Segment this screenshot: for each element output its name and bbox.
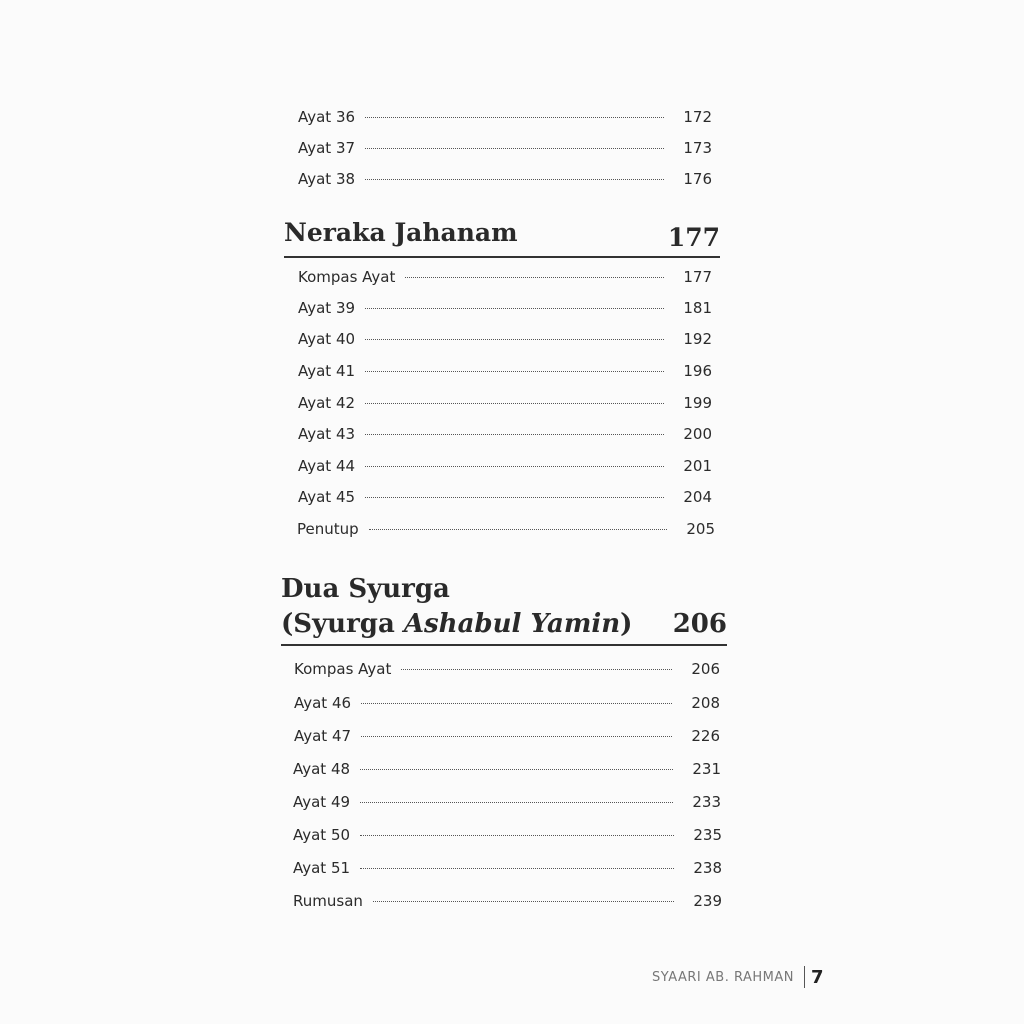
- entry-label: Ayat 47: [294, 727, 352, 745]
- entry-page: 192: [683, 330, 712, 348]
- chapter-rule: [281, 644, 727, 646]
- toc-entry: [294, 694, 720, 712]
- entry-page: 177: [683, 268, 712, 286]
- toc-entry: [298, 488, 712, 506]
- entry-page: 235: [693, 826, 722, 844]
- toc-entry: [298, 108, 712, 126]
- entry-label: Rumusan: [293, 892, 363, 910]
- dot-leader: [361, 703, 672, 704]
- entry-label: Ayat 36: [298, 108, 356, 126]
- dot-leader: [365, 308, 664, 309]
- entry-page: 206: [691, 660, 720, 678]
- chapter-title-line1: Dua Syurga: [281, 574, 450, 604]
- entry-label: Ayat 38: [298, 170, 356, 188]
- entry-page: 173: [683, 139, 712, 157]
- entry-page: 208: [691, 694, 720, 712]
- chapter-title-open: (Syurga: [281, 609, 404, 639]
- entry-label: Ayat 40: [298, 330, 356, 348]
- entry-page: 199: [683, 394, 712, 412]
- chapter-title: Neraka Jahanam: [284, 218, 518, 247]
- entry-page: 205: [686, 520, 715, 538]
- entry-page: 181: [683, 299, 712, 317]
- dot-leader: [361, 736, 672, 737]
- dot-leader: [401, 669, 672, 670]
- entry-page: 226: [691, 727, 720, 745]
- toc-entry: [293, 826, 722, 844]
- dot-leader: [405, 277, 664, 278]
- toc-entry: [293, 793, 721, 811]
- dot-leader: [373, 901, 674, 902]
- chapter-title-italic: Ashabul Yamin: [403, 609, 621, 639]
- entry-page: 238: [693, 859, 722, 877]
- chapter-heading: [284, 218, 720, 252]
- entry-page: 176: [683, 170, 712, 188]
- entry-page: 204: [683, 488, 712, 506]
- dot-leader: [365, 117, 664, 118]
- dot-leader: [360, 835, 674, 836]
- dot-leader: [365, 466, 664, 467]
- dot-leader: [365, 371, 664, 372]
- footer-page-number: 7: [810, 966, 824, 988]
- toc-entry: [294, 727, 720, 745]
- toc-entry: [298, 139, 712, 157]
- dot-leader: [365, 339, 664, 340]
- entry-page: 231: [692, 760, 721, 778]
- dot-leader: [365, 403, 664, 404]
- toc-entry: [298, 330, 712, 348]
- toc-entry: [297, 520, 715, 538]
- entry-label: Ayat 39: [298, 299, 356, 317]
- entry-label: Ayat 43: [298, 425, 356, 443]
- entry-page: 201: [683, 457, 712, 475]
- entry-page: 200: [683, 425, 712, 443]
- toc-entry: [293, 760, 721, 778]
- entry-label: Ayat 51: [293, 859, 351, 877]
- footer-author: SYAARI AB. RAHMAN: [652, 969, 794, 985]
- chapter-title-close: ): [620, 609, 633, 639]
- chapter-page: 177: [667, 223, 720, 252]
- toc-entry: [298, 299, 712, 317]
- entry-label: Ayat 41: [298, 362, 356, 380]
- dot-leader: [365, 148, 664, 149]
- chapter-title-line2: [281, 607, 727, 642]
- dot-leader: [369, 529, 667, 530]
- entry-label: Ayat 46: [294, 694, 352, 712]
- dot-leader: [360, 868, 674, 869]
- entry-label: Ayat 49: [293, 793, 351, 811]
- dot-leader: [365, 179, 664, 180]
- entry-label: Ayat 48: [293, 760, 351, 778]
- footer-divider: [804, 966, 805, 988]
- toc-entry: [298, 394, 712, 412]
- toc-entry: [293, 859, 722, 877]
- toc-entry: [298, 425, 712, 443]
- toc-entry: [298, 362, 712, 380]
- entry-label: Ayat 50: [293, 826, 351, 844]
- dot-leader: [365, 497, 664, 498]
- entry-label: Ayat 37: [298, 139, 356, 157]
- chapter-page: 206: [672, 609, 727, 639]
- dot-leader: [360, 802, 673, 803]
- entry-label: Ayat 44: [298, 457, 356, 475]
- chapter-heading: [281, 572, 727, 642]
- entry-label: Ayat 45: [298, 488, 356, 506]
- entry-label: Ayat 42: [298, 394, 356, 412]
- toc-entry: [298, 170, 712, 188]
- entry-label: Kompas Ayat: [298, 268, 396, 286]
- page-footer: [652, 966, 824, 988]
- toc-entry: [298, 457, 712, 475]
- entry-label: Kompas Ayat: [294, 660, 392, 678]
- entry-page: 172: [683, 108, 712, 126]
- dot-leader: [360, 769, 673, 770]
- toc-entry: [293, 892, 722, 910]
- entry-page: 239: [693, 892, 722, 910]
- entry-label: Penutup: [297, 520, 359, 538]
- chapter-rule: [284, 256, 720, 258]
- dot-leader: [365, 434, 664, 435]
- entry-page: 233: [692, 793, 721, 811]
- entry-page: 196: [683, 362, 712, 380]
- toc-entry: [294, 660, 720, 678]
- toc-entry: [298, 268, 712, 286]
